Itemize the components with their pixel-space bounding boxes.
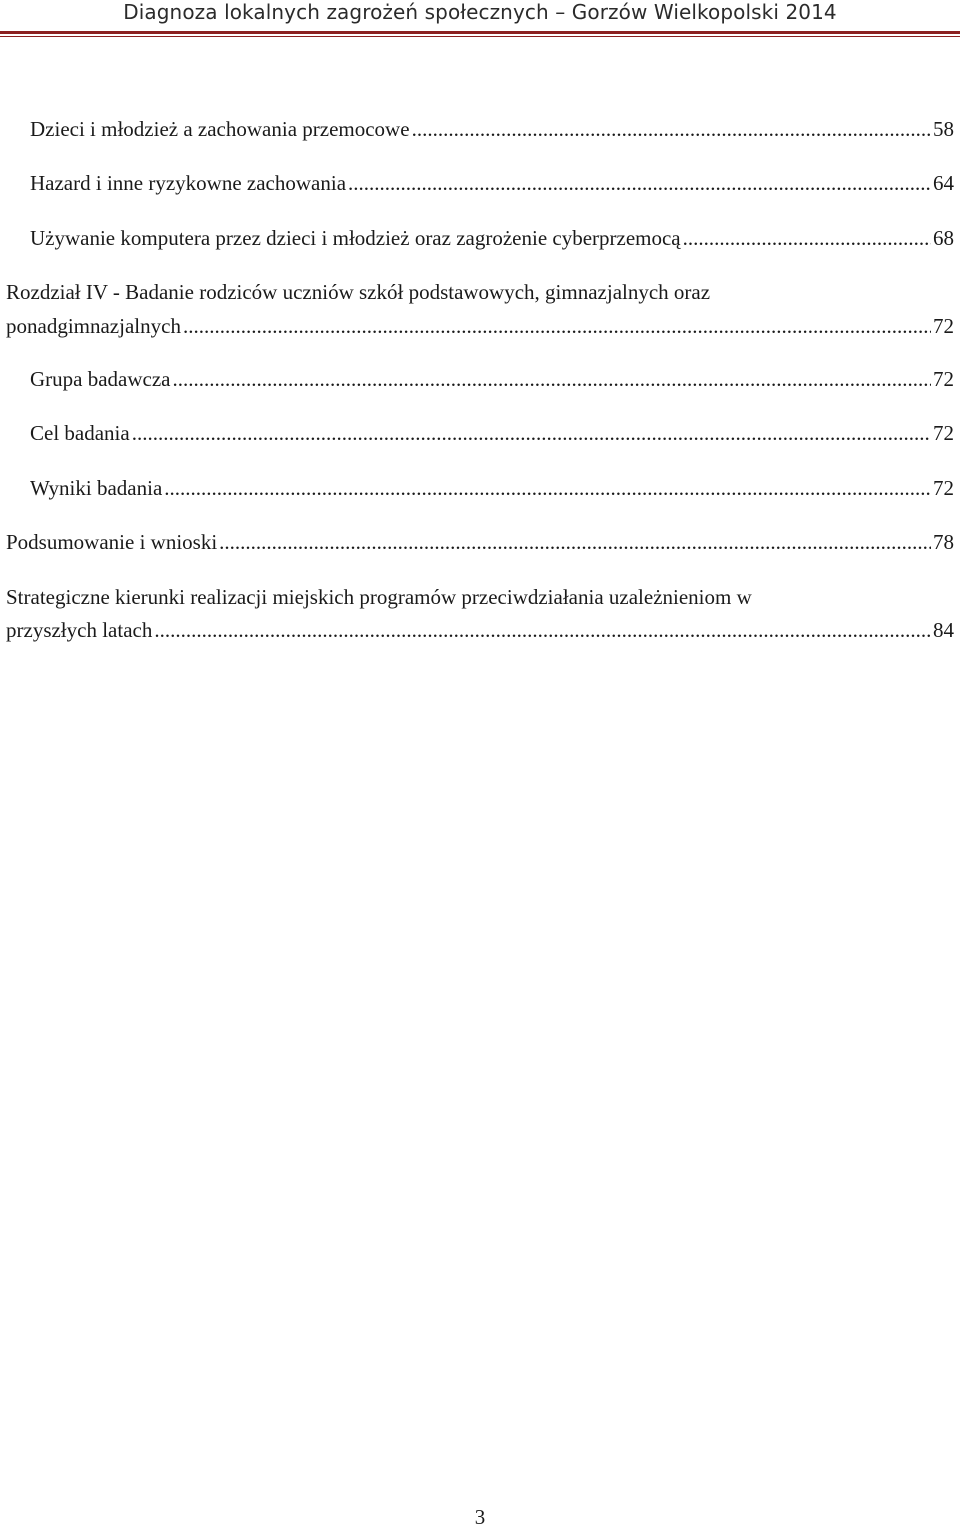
toc-entry-title: Dzieci i młodzież a zachowania przemocowe bbox=[30, 117, 410, 141]
toc-entry-title: ponadgimnazjalnych bbox=[6, 314, 181, 338]
toc-entry-title-line1[interactable]: Rozdział IV - Badanie rodziców uczniów szkół podstawowych, gimnazjalnych oraz bbox=[6, 280, 711, 304]
toc-entry-page: 72 bbox=[933, 367, 954, 391]
toc-entry-page: 58 bbox=[933, 117, 954, 141]
toc-entry-leader bbox=[183, 314, 931, 339]
toc-entry-page: 72 bbox=[933, 314, 954, 338]
toc-entry[interactable] bbox=[0, 226, 954, 250]
toc-entry-title: Wyniki badania bbox=[30, 476, 163, 500]
toc-entry-leader bbox=[173, 367, 932, 392]
toc-entry-title: Cel badania bbox=[30, 421, 130, 445]
toc-entry-title: Hazard i inne ryzykowne zachowania bbox=[30, 171, 347, 195]
toc-entry-page: 84 bbox=[933, 618, 954, 642]
toc-entry[interactable] bbox=[0, 314, 954, 338]
toc-entry-title-line1[interactable]: Strategiczne kierunki realizacji miejskich programów przeciwdziałania uzależnieniom w bbox=[6, 585, 752, 609]
toc-entry-title: przyszłych latach bbox=[6, 618, 153, 642]
toc-entry[interactable] bbox=[0, 171, 954, 195]
toc-entry-leader bbox=[132, 421, 931, 446]
toc-entry[interactable] bbox=[0, 367, 954, 391]
toc-entry-title: Używanie komputera przez dzieci i młodzież oraz zagrożenie cyberprzemocą bbox=[30, 226, 681, 250]
toc-entry-page: 72 bbox=[933, 476, 954, 500]
toc-entry[interactable] bbox=[0, 117, 954, 141]
toc-entry-title: Grupa badawcza bbox=[30, 367, 171, 391]
toc-entry[interactable] bbox=[0, 476, 954, 500]
header-rule-thick bbox=[0, 31, 960, 34]
toc-entry[interactable] bbox=[0, 618, 954, 642]
toc-entry-title: Podsumowanie i wnioski bbox=[6, 530, 218, 554]
toc-entry[interactable] bbox=[0, 421, 954, 445]
toc-entry-page: 68 bbox=[933, 226, 954, 250]
toc-entry-leader bbox=[412, 117, 931, 142]
toc-entry-leader bbox=[683, 226, 931, 251]
toc-entry-page: 64 bbox=[933, 171, 954, 195]
toc-entry-leader bbox=[154, 618, 931, 643]
toc-entry[interactable] bbox=[0, 530, 954, 554]
page-header bbox=[0, 0, 960, 40]
header-rule-thin bbox=[0, 36, 960, 37]
toc-entry-page: 78 bbox=[933, 530, 954, 554]
page-number: 3 bbox=[474, 1505, 486, 1529]
header-title: Diagnoza lokalnych zagrożeń społecznych – Gorzów Wielkopolski 2014 bbox=[123, 0, 837, 24]
toc-entry-leader bbox=[164, 476, 931, 501]
toc-entry-leader bbox=[219, 530, 931, 555]
toc-entry-leader bbox=[348, 171, 931, 196]
toc-entry-page: 72 bbox=[933, 421, 954, 445]
